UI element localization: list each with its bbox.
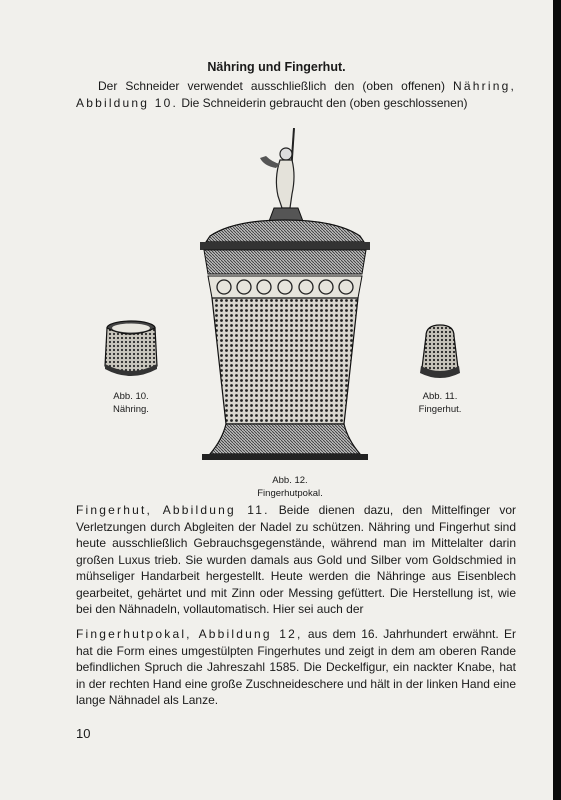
fingerhutpokal-illustration — [194, 128, 376, 468]
body-paragraph-fingerhut — [76, 502, 516, 618]
caption-abb10 — [92, 390, 170, 416]
caption-abb12 — [240, 474, 340, 500]
caption-abb10-label: Nähring. — [113, 404, 149, 415]
intro-paragraph — [76, 78, 516, 111]
term-fingerhutpokal: Fingerhutpokal, Abbildung 12, — [76, 627, 303, 641]
term-fingerhut: Fingerhut, Abbildung 11. — [76, 503, 270, 517]
fingerhut-illustration — [416, 322, 464, 382]
intro-text-end: Die Schneiderin gebraucht den (oben geschlossenen) — [178, 95, 468, 110]
caption-abb10-number: Abb. 10. — [113, 391, 149, 402]
body-paragraph-pokal — [76, 626, 516, 709]
naehring-illustration — [100, 316, 162, 378]
page-number: 10 — [76, 726, 91, 741]
intro-text-start: Der Schneider verwendet ausschließlich den (oben offenen) — [98, 79, 454, 93]
caption-abb11-label: Fingerhut. — [418, 404, 462, 415]
caption-abb11-number: Abb. 11. — [422, 391, 458, 402]
caption-abb12-number: Abb. 12. — [272, 475, 308, 486]
caption-abb12-label: Fingerhutpokal. — [257, 488, 323, 499]
body-text-fingerhut: Beide dienen dazu, den Mittelfinger vor Verletzungen durch Abgleiten der Nadel zu schützen. Nähring und Fingerhut sind heute ausschließlich Gebrauchsgegenstände, während man im Mittelalter darin großen Luxus trieb. Sie wurden damals aus Gold und Silber vom Goldschmied in mühseliger Handarbeit hergestellt. Heute werden die Nähringe aus Eisenblech gearbeitet, gehärtet und mit Zinn oder Messing gefüttert. Die Herstellung ist, wie bei den Nähnadeln, vollautomatisch. Hier sei auch der — [76, 503, 516, 616]
caption-abb11 — [400, 390, 480, 416]
body-text-pokal: aus dem 16. Jahrhundert erwähnt. Er hat die Form eines umgestülpten Fingerhutes und zeigt in dem am oberen Rande befindlichen Spruch die Jahreszahl 1585. Die Deckelfigur, ein nackter Knabe, hat in der rechten Hand eine große Zuschneideschere und hält in der linken Hand eine lange Nähnadel als Lanze. — [76, 627, 516, 707]
page-heading: Nähring und Fingerhut. — [207, 60, 346, 74]
intro-term-naehring: Nähring, Abbildung 10. — [76, 79, 516, 110]
